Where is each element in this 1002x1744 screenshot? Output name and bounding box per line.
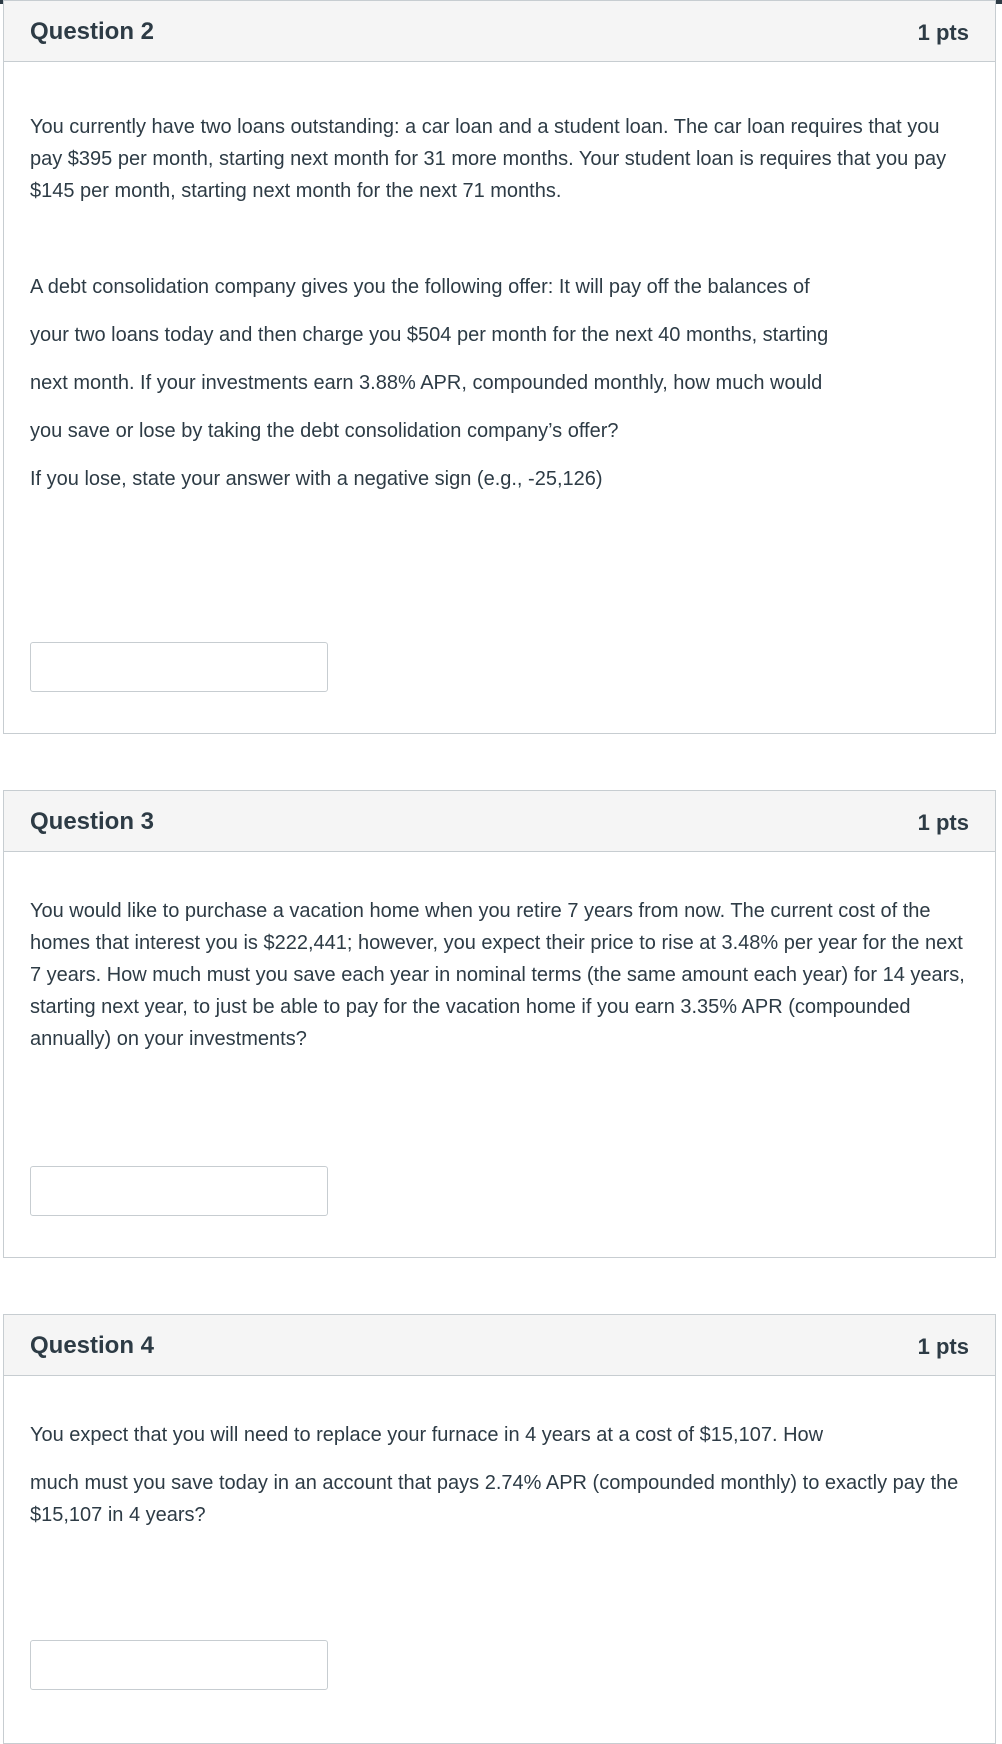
question-title: Question 2 [30,18,155,45]
question-text: You expect that you will need to replace your furnace in 4 years at a cost of $15,107. How [30,1424,824,1446]
question-title: Question 3 [30,808,155,835]
question-4-card [3,1314,996,1744]
question-points: 1 pts [917,20,969,45]
question-points: 1 pts [917,1334,969,1359]
question-header [4,1315,995,1376]
question-text: You would like to purchase a vacation home when you retire 7 years from now. The current cost of the homes that interest you is $222,441; however, you expect their price to rise at 3.48% per year for the next 7 years. How much must you save each year in nominal terms (the same amount each year) for 14 years, starting next year, to just be able to pay for the vacation home if you earn 3.35% APR (compounded annually) on your investments? [30,900,965,1050]
question-text: next month. If your investments earn 3.88% APR, compounded monthly, how much would [30,372,823,394]
question-3-card [3,790,996,1258]
question-points: 1 pts [917,810,969,835]
question-title: Question 4 [30,1332,155,1359]
answer-input[interactable] [30,642,328,692]
question-2-card [3,0,996,734]
question-text: A debt consolidation company gives you the following offer: It will pay off the balances of [30,276,810,298]
question-header [4,791,995,852]
question-text: You currently have two loans outstanding: a car loan and a student loan. The car loan requires that you pay $395 per month, starting next month for 31 more months. Your student loan is requires that you pay $145 per month, starting next month for the next 71 months. [30,116,947,202]
question-text: much must you save today in an account that pays 2.74% APR (compounded monthly) to exactly pay the $15,107 in 4 years? [30,1472,959,1526]
question-text: your two loans today and then charge you $504 per month for the next 40 months, starting [30,324,829,346]
question-text: you save or lose by taking the debt consolidation company’s offer? [30,420,619,442]
question-text: If you lose, state your answer with a negative sign (e.g., -25,126) [30,468,603,490]
answer-input[interactable] [30,1640,328,1690]
question-header [4,1,995,62]
answer-input[interactable] [30,1166,328,1216]
